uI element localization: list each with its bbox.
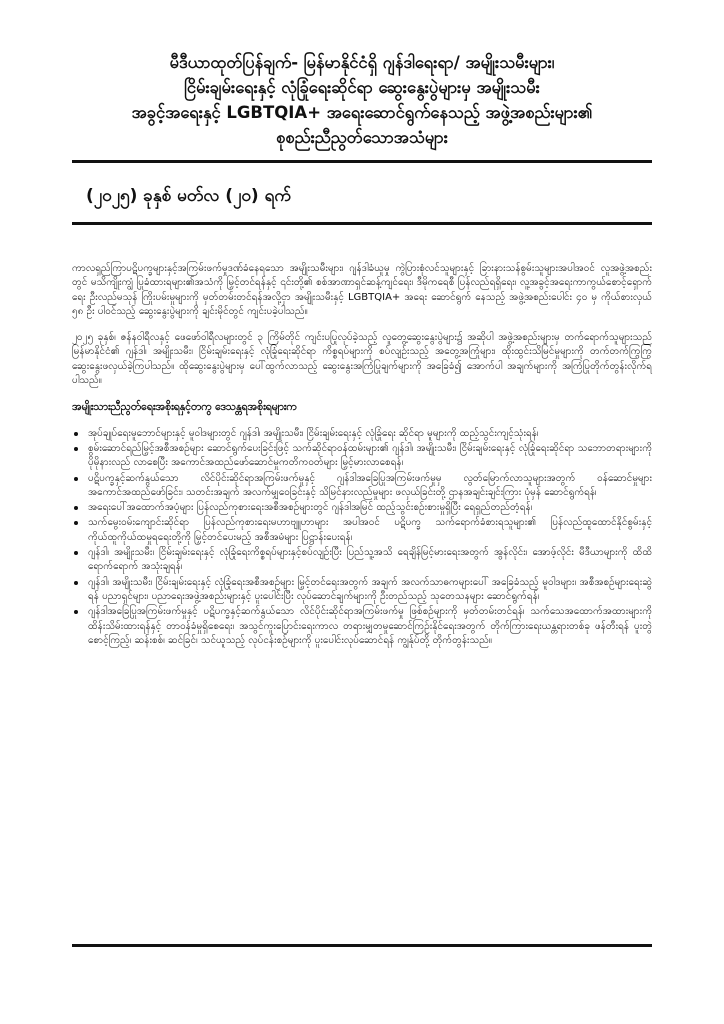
context-paragraph: ၂၀၂၅ ခုနှစ်၊ ဇန်နဝါရီလနှင့် ဖေဖော်ဝါရီလများတွင် ၃ ကြိမ်တိုင် ကျင်းပပြုလုပ်ခဲ့သည့် လူတွေ့ဆွေးနွေးပွဲများ၌ အဆိုပါ အဖွဲ့အစည်းများမှ တက်ရောက်သူများသည် မြန်မာနိုင်ငံ၏ ဂျန်ဒါ၊ အမျိုးသမီး၊ ငြိမ်းချမ်းရေးနှင့် လုံခြုံရေးဆိုင်ရာ ကိစ္စရပ်များကို စပ်လျဉ်းသည့် အတွေ့အကြုံများ၊ ထိုးထွင်းသိမြင်မှုများကို တက်တက်ကြွကြွ ဆွေးနွေးဖလှယ်ခဲ့ကြပါသည်။ ထိုဆွေးနွေးပွဲများမှ ပေါ်ထွက်လာသည့် ဆွေးနွေးအကြံပြုချက်များကို အခြေခံ၍ အောက်ပါ အချက်များကို အကြံပြုတိုက်တွန်းလိုက်ရပါသည်။: [72, 332, 652, 387]
intro-paragraph: ကာလရှည်ကြာပဋိပက္ခများနှင့်အကြမ်းဖက်မှုဒဏ်ခံနေရသော အမျိုးသမီးများ၊ ဂျန်ဒါခံယူမှု ကွဲပြားစုံလင်သူများနှင့် ခြားနားသန်စွမ်းသူများအပါအဝင် လူအဖွဲ့အစည်းတွင် မသိကျိုးကျွံ ပြုခံထားရများ၏အသံကို မြှင့်တင်ရန်နှင့် ၎င်းတို့၏ စစ်အာဏာရှင်ဆန့်ကျင်ရေး၊ ဒီမိုကရေစီ ပြန်လည်ရရှိရေး၊ လူ့အခွင့်အရေးကာကွယ်စောင့်ရှောက်ရေး ဦးလည်မသုန် ကြိုးပမ်းမှုများကို မှတ်တမ်းတင်ရန်အလို့ငှာ အမျိုးသမီးနှင့် LGBTQIA+ အရေး ဆောင်ရွက် နေသည့် အဖွဲ့အစည်းပေါင်း ၄၀ မှ ကိုယ်စားလှယ် ၅၈ ဦး ပါဝင်သည့် ဆွေးနွေးပွဲများကို ချင်းမိုင်တွင် ကျင်းပခဲ့ပါသည်။: [72, 263, 652, 317]
recommendations-list: [72, 427, 652, 648]
release-date: (၂၀၂၅) ခုနှစ် မတ်လ (၂၀) ရက်: [86, 186, 291, 206]
recommendations-heading: အမျိုးသားညီညွတ်ရေးအစိုးရနှင့်တကွ ဒေသန္တရအစိုးရများက: [72, 401, 297, 414]
document-title: [70, 50, 654, 150]
recommendation-text: ဂျန်ဒါအခြေပြုအကြမ်းဖက်မှုနှင့် ပဋိပက္ခနှင့်ဆက်နွယ်သော လိင်ပိုင်းဆိုင်ရာအကြမ်းဖက်မှု ဖြစ်စဉ်များကို မှတ်တမ်းတင်ရန်၊ သက်သေအထောက်အထားများကို ထိန်းသိမ်းထားရန်နှင့် တာဝန်ခံမှုရှိစေရေး၊ အသွင်ကူးပြောင်းရေးကာလ တရားမျှတမှုဆောင်ကြဉ်းနိုင်ရေးအတွက် တိုက်ကြားရေးယန္တရားတစ်ခု ဖန်တီးရန် ပူးတွဲစောင့်ကြည့်၊ ဆန်းစစ်၊ ဆင်ခြင်၊ သင်ယူသည့် လုပ်ငန်းစဉ်များကို ပူးပေါင်းလုပ်ဆောင်ရန် ကျွန်ုပ်တို့ တိုက်တွန်းသည်။: [88, 606, 652, 646]
recommendation-item: [72, 605, 652, 648]
recommendation-text: ပဋိပက္ခနှင့်ဆက်နွယ်သော လိင်ပိုင်းဆိုင်ရာအကြမ်းဖက်မှုနှင့် ဂျန်ဒါအခြေပြုအကြမ်းဖက်မှုမှ လွတ်မြောက်လာသူများအတွက် ဝန်ဆောင်မှုများအကောင်အထည်ဖော်ခြင်း၊ သတင်းအချက် အလက်မျှဝေခြင်းနှင့် သိမြင်နားလည်မှုများ ဖလှယ်ခြင်းတို့ ဌာနအချင်းချင်းကြား ပုံမှန် ဆောင်ရွက်ရန်၊: [88, 472, 652, 498]
recommendation-item: [72, 516, 652, 545]
title-line: အခွင့်အရေးနှင့် LGBTQIA+ အရေးဆောင်ရွက်နေသည့် အဖွဲ့အစည်းများ၏: [131, 103, 593, 122]
title-line: ငြိမ်းချမ်းရေးနှင့် လုံခြုံရေးဆိုင်ရာ ဆွေးနွေးပွဲများမှ အမျိုးသမီး: [184, 78, 540, 97]
recommendation-text: ဂျန်ဒါ၊ အမျိုးသမီး၊ ငြိမ်းချမ်းရေးနှင့် လုံခြုံရေးကိစ္စရပ်များနှင့်စပ်လျဉ်းပြီး ပြည်သူ့အသိ ရေချိန်မြင့်မားရေးအတွက် အွန်လိုင်း၊ အောဖ့်လိုင်း မီဒီယာများကို ထိထိရောက်ရောက် အသုံးချရန်၊: [88, 547, 652, 573]
recommendation-item: [72, 576, 652, 605]
recommendation-item: [72, 546, 652, 575]
bullet-icon: [74, 581, 78, 585]
title-line: စုစည်းညီညွတ်သောအသံများ: [276, 128, 448, 147]
top-divider: [72, 160, 652, 163]
bullet-icon: [74, 506, 78, 510]
bullet-icon: [74, 610, 78, 614]
bullet-icon: [74, 551, 78, 555]
recommendation-item: [72, 427, 652, 441]
bullet-icon: [74, 521, 78, 525]
recommendation-item: [72, 501, 652, 515]
bullet-icon: [74, 447, 78, 451]
bullet-icon: [74, 432, 78, 436]
recommendation-text: စွမ်းဆောင်ရည်မြှင့်အစီအစဉ်များ ဆောင်ရွက်ပေးခြင်းဖြင့် သက်ဆိုင်ရာဝန်ထမ်းများ၏ ဂျန်ဒါ၊ အမျိုးသမီး၊ ငြိမ်းချမ်းရေးနှင့် လုံခြုံရေးဆိုင်ရာ သဘောတရားများကို ပိုမိုနားလည် လာစေပြီး အကောင်အထည်ဖော်ဆောင်မှုကတိကဝတ်များ မြှင့်မားလာစေရန်၊: [88, 442, 652, 469]
title-line: မီဒီယာထုတ်ပြန်ချက်- မြန်မာနိုင်ငံရှိ ဂျန်ဒါရေးရာ/ အမျိုးသမီးများ၊: [169, 53, 555, 72]
date-divider: [72, 222, 652, 225]
bullet-icon: [74, 477, 78, 481]
recommendation-text: အရေးပေါ်အထောက်အပံ့များ ပြန်လည်ကုစားရေးအစီအစဉ်များတွင် ဂျန်ဒါအမြင် ထည့်သွင်းစဉ်းစားမှုရှိပြီး ရေရှည်တည်တံ့ရန်၊: [88, 502, 533, 514]
recommendation-item: [72, 472, 652, 501]
document-body: [72, 262, 652, 649]
bottom-divider: [72, 944, 652, 947]
recommendation-text: ဂျန်ဒါ၊ အမျိုးသမီး၊ ငြိမ်းချမ်းရေးနှင့် လုံခြုံရေးအစီအစဉ်များ မြှင့်တင်ရေးအတွက် အချက် အလက်သာဓကများပေါ် အခြေခံသည့် မူဝါဒများ၊ အစီအစဉ်များရေးဆွဲရန် ပညာရှင်များ၊ ပညာရေးအဖွဲ့အစည်းများနှင့် ပူးပေါင်းပြီး လုပ်ဆောင်ချက်များကို ဦးတည်သည့် သုတေသနများ ဆောင်ရွက်ရန်၊: [88, 576, 652, 602]
recommendation-text: အုပ်ချုပ်ရေးမူဘောင်များနှင့် မူဝါဒများတွင် ဂျန်ဒါ၊ အမျိုးသမီး၊ ငြိမ်းချမ်းရေးနှင့် လုံခြုံရေး ဆိုင်ရာ မူများကို ထည့်သွင်းကျင့်သုံးရန်၊: [88, 427, 539, 439]
recommendation-item: [72, 442, 652, 471]
recommendation-text: သက်မွေးဝမ်းကျောင်းဆိုင်ရာ ပြန်လည်ကုစားရေးမဟာဗျူဟာများ အပါအဝင် ပဋိပက္ခ သက်ရောက်ခံစားရသူများ၏ ပြန်လည်ထူထောင်နိုင်စွမ်းနှင့် ကိုယ်ထူကိုယ်ထမှုရရေးတို့ကို မြှင့်တင်ပေးမည့် အစီအမံများ ပြဋ္ဌာန်းပေးရန်၊: [88, 517, 652, 543]
